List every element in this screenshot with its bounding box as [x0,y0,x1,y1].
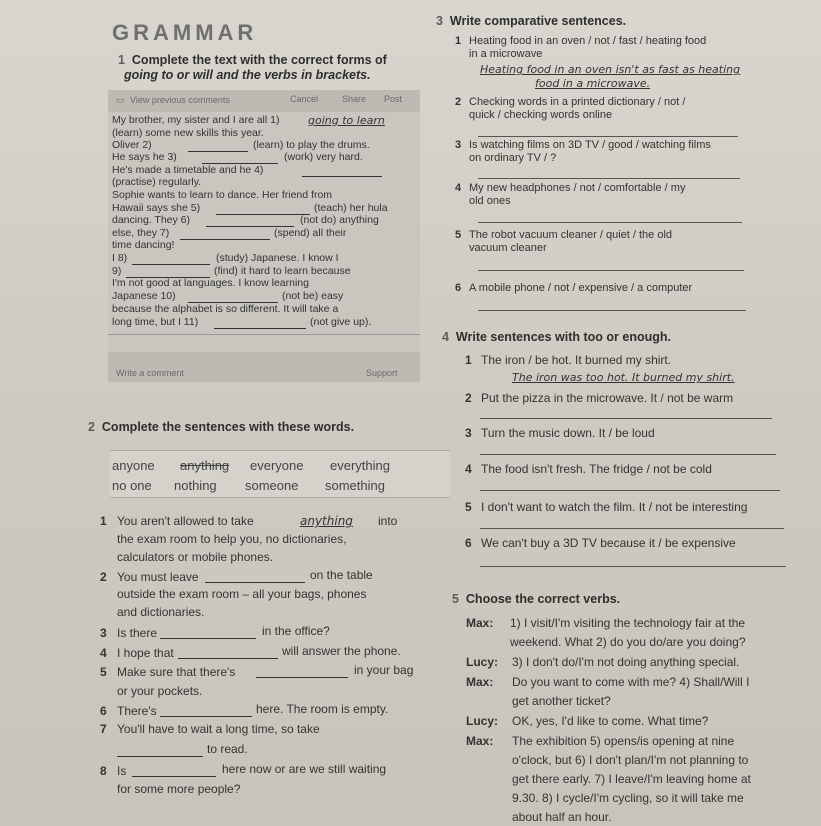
speaker-label: Lucy: [466,655,499,669]
text-line: (learn) some new skills this year. [112,127,264,139]
dialogue-line: 3) I don't do/I'm not doing anything special. [512,655,740,669]
text-line: time dancing! [112,239,175,251]
item-number: 4 [455,182,462,194]
item-text: Is watching films on 3D TV / good / watching films [469,139,711,151]
text-line: (not give up). [310,316,372,328]
answer-blank[interactable] [256,667,348,678]
answer-blank[interactable] [180,229,270,240]
item-text: Is [117,764,127,778]
dialogue-line: weekend. What 2) do you do/are you doing? [510,635,746,649]
answer-line[interactable] [480,566,786,567]
answer-blank[interactable] [178,648,278,659]
answer-blank[interactable] [117,746,203,757]
text-line: Oliver 2) [112,139,152,151]
item-number: 5 [465,500,472,514]
text-line: (work) very hard. [284,151,363,163]
item-text: in a microwave [469,48,543,60]
text-line: He's made a timetable and he 4) [112,164,264,176]
text-line: He says he 3) [112,151,177,163]
answer-blank[interactable] [302,166,382,177]
divider [108,334,420,335]
text-line: Hawaii says she 5) [112,202,201,214]
item-text: will answer the phone. [282,644,401,658]
item-text: on the table [310,568,373,582]
speaker-label: Max: [466,675,494,689]
item-number: 6 [465,536,472,550]
answer-blank[interactable] [160,628,256,639]
dialogue-line: 9.30. 8) I cycle/I'm cycling, so it will take me [512,791,744,805]
item-number: 1 [455,35,462,47]
word: nothing [174,478,217,493]
answer-line[interactable] [480,418,772,419]
item-text: here. The room is empty. [256,702,389,716]
item-text: vacuum cleaner [469,242,547,254]
item-number: 2 [455,96,462,108]
item-text: and dictionaries. [117,605,205,619]
speaker-label: Max: [466,616,494,630]
word: something [325,478,385,493]
blog-comment-box [108,90,420,382]
text-line: (teach) her hula [314,202,388,214]
item-text: Checking words in a printed dictionary / not / [469,96,686,108]
item-number: 3 [455,139,462,151]
word: everyone [250,458,304,473]
ex1-number: 1 [118,53,125,67]
item-text: in the office? [262,624,330,638]
item-number: 1 [100,514,107,528]
ex5-heading [452,592,620,606]
item-text: here now or are we still waiting [222,762,387,776]
answer-line[interactable] [478,310,746,311]
item-text: The robot vacuum cleaner / quiet / the old [469,229,673,241]
example-answer: going to learn [308,114,385,127]
text-line: because the alphabet is so different. It will take a [112,303,339,315]
answer-line[interactable] [478,222,742,223]
example-answer: Heating food in an oven isn't as fast as heating [480,63,741,76]
example-answer: The iron was too hot. It burned my shirt. [512,371,735,384]
answer-blank[interactable] [188,141,248,152]
dialogue-line: 1) I visit/I'm visiting the technology fair at the [510,616,746,630]
item-number: 3 [465,426,472,440]
item-text: into [378,514,398,528]
dialogue-line: Do you want to come with me? 4) Shall/Will I [512,675,750,689]
item-number: 4 [465,462,472,476]
ex4-heading-text: Write sentences with too or enough. [455,330,671,344]
dialogue-line: get there early. 7) I leave/I'm leaving home at [512,772,751,786]
answer-line[interactable] [480,528,784,529]
view-previous-comments-link[interactable]: View previous comments [130,95,230,105]
text-line: (learn) to play the drums. [253,139,370,151]
ex3-number: 3 [436,14,443,28]
text-line: dancing. They 6) [112,214,191,226]
item-number: 8 [100,764,107,778]
dialogue-line: o'clock, but 6) I don't plan/I'm not planning to [512,753,749,767]
text-line: I 8) [112,252,128,264]
item-number: 1 [465,353,472,367]
item-text: for some more people? [117,782,241,796]
ex2-heading [88,420,354,434]
text-line: else, they 7) [112,227,170,239]
item-text: to read. [207,742,248,756]
item-text: on ordinary TV / ? [469,152,557,164]
item-text: There's [117,704,157,718]
answer-blank[interactable] [214,318,306,329]
text-line: My brother, my sister and I are all 1) [112,114,280,126]
ex5-heading-text: Choose the correct verbs. [465,592,621,606]
item-text: A mobile phone / not / expensive / a computer [469,282,693,294]
answer-line[interactable] [480,490,780,491]
item-text: You must leave [117,570,199,584]
item-number: 5 [100,665,107,679]
item-text: Is there [117,626,158,640]
dialogue-line: about half an hour. [512,810,612,824]
answer-blank[interactable] [216,204,310,215]
item-text: You aren't allowed to take [117,514,254,528]
dialogue-line: The exhibition 5) opens/is opening at nine [512,734,735,748]
answer-blank[interactable] [160,706,252,717]
item-number: 3 [100,626,107,640]
ex3-heading-text: Write comparative sentences. [449,14,627,28]
comment-icon: ▭ [116,95,125,105]
item-text: calculators or mobile phones. [117,550,274,564]
ex2-heading-text: Complete the sentences with these words. [101,420,355,434]
answer-line[interactable] [478,178,740,179]
item-text: Turn the music down. It / be loud [481,426,655,440]
item-number: 4 [100,646,107,660]
cancel-button[interactable]: Cancel [290,94,319,104]
ex4-number: 4 [442,330,449,344]
ex2-number: 2 [88,420,95,434]
answer-line[interactable] [478,270,744,271]
dialogue-line: OK, yes, I'd like to come. What time? [512,714,709,728]
ex4-heading [442,330,671,344]
answer-blank[interactable] [202,153,278,164]
item-text: We can't buy a 3D TV because it / be expensive [481,536,736,550]
ex3-heading [436,14,626,28]
word: anyone [112,458,155,473]
answer-blank[interactable] [132,766,216,777]
text-line: long time, but I 11) [112,316,199,328]
item-number: 6 [455,282,462,294]
word: someone [245,478,299,493]
item-text: The iron / be hot. It burned my shirt. [481,353,672,367]
item-number: 2 [465,391,472,405]
item-text: or your pockets. [117,684,203,698]
item-text: in your bag [354,663,414,677]
ex1-heading-line2: going to or will and the verbs in brackets. [124,68,371,82]
support-button[interactable]: Support [366,368,398,378]
ex1-heading [118,53,387,67]
item-text: You'll have to wait a long time, so take [117,722,320,736]
text-line: (not be) easy [282,290,344,302]
example-answer: food in a microwave. [535,77,651,90]
text-line: 9) [112,265,122,277]
answer-blank[interactable] [132,254,210,265]
text-line: (find) it hard to learn because [214,265,351,277]
item-text: old ones [469,195,511,207]
item-text: I don't want to watch the film. It / not be interesting [481,500,748,514]
dialogue-line: get another ticket? [512,694,611,708]
answer-blank[interactable] [205,572,305,583]
ex1-heading-line1: Complete the text with the correct forms of [131,53,387,67]
item-number: 2 [100,570,107,584]
text-line: (practise) regularly. [112,176,202,188]
item-number: 7 [100,722,107,736]
speaker-label: Lucy: [466,714,499,728]
word-crossed: anything [180,458,230,473]
example-answer: anything [300,514,353,528]
item-text: Put the pizza in the microwave. It / not be warm [481,391,734,405]
item-text: Heating food in an oven / not / fast / heating food [469,35,707,47]
word: no one [112,478,152,493]
text-line: I'm not good at languages. I know learning [112,277,309,289]
item-text: I hope that [117,646,174,660]
item-text: quick / checking words online [469,109,613,121]
post-button[interactable]: Post [384,94,403,104]
page-title: GRAMMAR [112,20,258,45]
item-text: My new headphones / not / comfortable / my [469,182,686,194]
item-number: 6 [100,704,107,718]
answer-line[interactable] [478,136,738,137]
item-text: the exam room to help you, no dictionaries, [117,532,347,546]
text-line: (not do) anything [300,214,379,226]
item-text: The food isn't fresh. The fridge / not be cold [481,462,712,476]
ex5-number: 5 [452,592,459,606]
item-text: Make sure that there's [117,665,236,679]
text-line: (spend) all their [274,227,347,239]
word: everything [330,458,390,473]
text-line: (study) Japanese. I know I [216,252,339,264]
share-button[interactable]: Share [342,94,367,104]
answer-blank[interactable] [206,216,294,227]
text-line: Japanese 10) [112,290,176,302]
text-line: Sophie wants to learn to dance. Her friend from [112,189,333,201]
answer-line[interactable] [480,454,776,455]
item-number: 5 [455,229,462,241]
speaker-label: Max: [466,734,494,748]
item-text: outside the exam room – all your bags, phones [117,587,367,601]
answer-blank[interactable] [188,292,278,303]
write-comment-input[interactable]: Write a comment [116,368,184,378]
